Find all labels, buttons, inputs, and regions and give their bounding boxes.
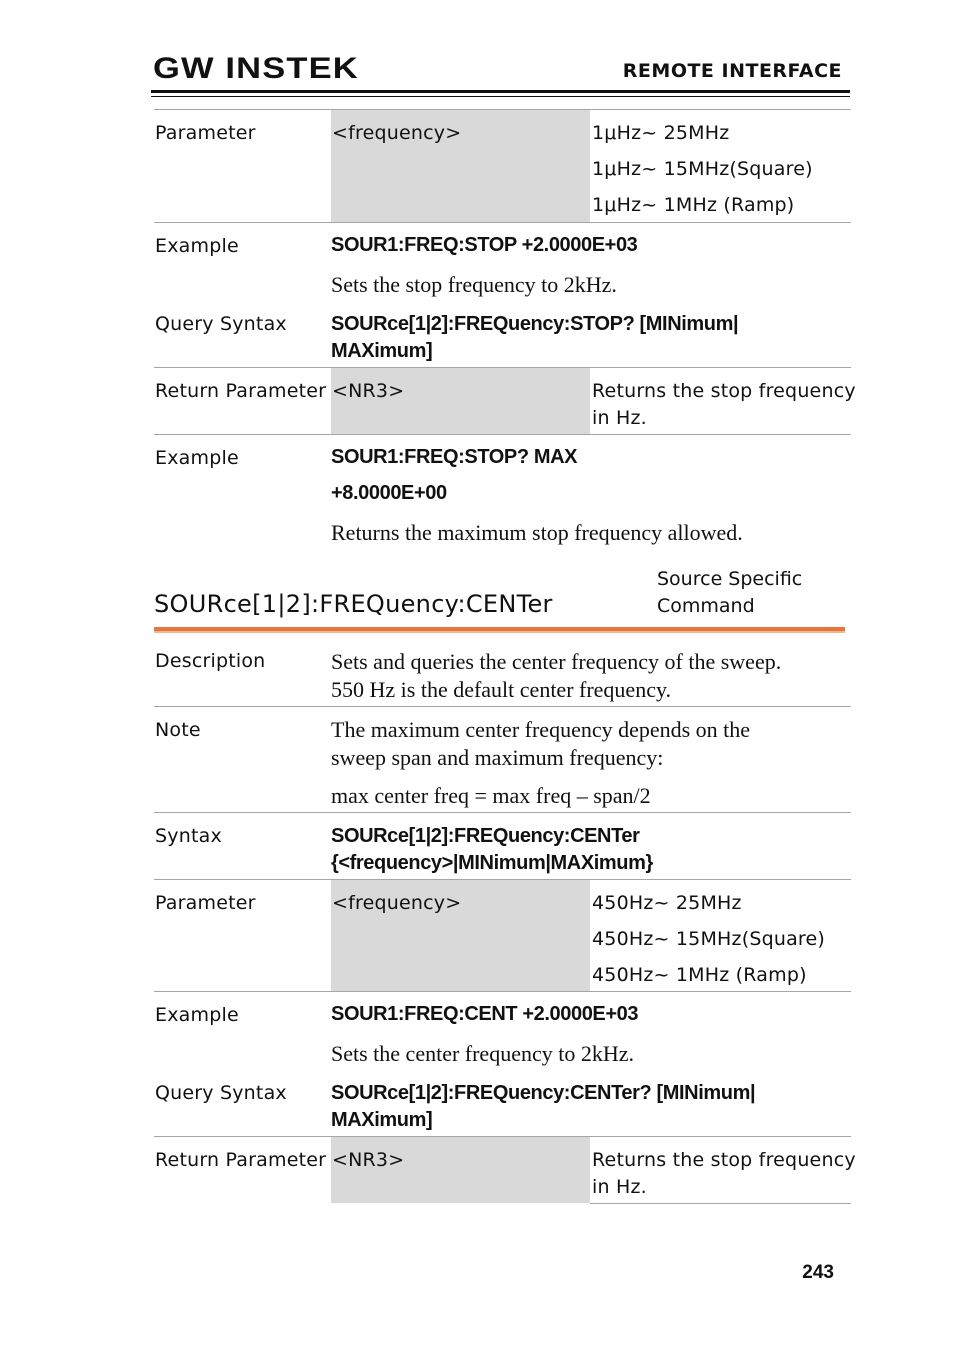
title-accent-shadow xyxy=(154,631,845,633)
parameter-name: <frequency> xyxy=(332,122,462,144)
command-type-line: Command xyxy=(657,595,755,617)
description-line: Sets and queries the center frequency of the sweep. xyxy=(331,649,782,674)
parameter-name: <frequency> xyxy=(332,892,462,914)
command-title: SOURce[1|2]:FREQuency:CENTer xyxy=(154,590,553,618)
section-header: REMOTE INTERFACE xyxy=(622,60,842,82)
note-formula: max center freq = max freq – span/2 xyxy=(331,783,651,808)
return-parameter-name: <NR3> xyxy=(332,1149,405,1171)
command-type-tag xyxy=(657,566,802,620)
note-line: The maximum center frequency depends on the xyxy=(331,717,751,742)
query-syntax-line: SOURce[1|2]:FREQuency:STOP? [MINimum| xyxy=(331,313,739,335)
example-label: Example xyxy=(155,447,239,469)
return-description-line: Returns the stop frequency xyxy=(592,1149,856,1171)
page-number: 243 xyxy=(802,1262,834,1283)
header-rule-thin xyxy=(151,96,850,97)
syntax-line: {<frequency>|MINimum|MAXimum} xyxy=(331,852,653,874)
return-description-line: in Hz. xyxy=(592,407,647,429)
example-description: Sets the stop frequency to 2kHz. xyxy=(331,272,617,297)
description-label: Description xyxy=(155,650,266,672)
table-rule xyxy=(590,1203,851,1204)
parameter-range: 450Hz~ 1MHz (Ramp) xyxy=(592,964,807,986)
note-line: sweep span and maximum frequency: xyxy=(331,745,664,770)
return-description-line: Returns the stop frequency xyxy=(592,380,856,402)
parameter-range: 450Hz~ 25MHz xyxy=(592,892,742,914)
return-parameter-label: Return Parameter xyxy=(155,1149,327,1171)
parameter-range: 1μHz~ 15MHz(Square) xyxy=(592,158,813,180)
parameter-range: 1μHz~ 1MHz (Ramp) xyxy=(592,194,795,216)
table-rule xyxy=(154,812,851,813)
description-line: 550 Hz is the default center frequency. xyxy=(331,677,672,702)
return-parameter-label: Return Parameter xyxy=(155,380,327,402)
table-rule xyxy=(154,991,851,992)
query-syntax-label: Query Syntax xyxy=(155,1082,287,1104)
parameter-range: 1μHz~ 25MHz xyxy=(592,122,730,144)
syntax-line: SOURce[1|2]:FREQuency:CENTer xyxy=(331,825,640,847)
brand-logo: GW INSTEK xyxy=(153,52,359,85)
parameter-label: Parameter xyxy=(155,892,256,914)
example-description: Returns the maximum stop frequency allowed. xyxy=(331,520,743,545)
table-rule xyxy=(154,434,851,435)
note-label: Note xyxy=(155,719,201,741)
command-type-line: Source Specific xyxy=(657,568,803,590)
header-rule-thick xyxy=(151,90,850,93)
query-syntax-label: Query Syntax xyxy=(155,313,287,335)
example-command: SOUR1:FREQ:STOP +2.0000E+03 xyxy=(331,234,638,256)
example-command: SOUR1:FREQ:CENT +2.0000E+03 xyxy=(331,1003,639,1025)
parameter-range: 450Hz~ 15MHz(Square) xyxy=(592,928,826,950)
query-syntax-line: MAXimum] xyxy=(331,1109,433,1131)
query-syntax-line: SOURce[1|2]:FREQuency:CENTer? [MINimum| xyxy=(331,1082,756,1104)
query-syntax-line: MAXimum] xyxy=(331,340,433,362)
example-description: Sets the center frequency to 2kHz. xyxy=(331,1041,634,1066)
return-parameter-name: <NR3> xyxy=(332,380,405,402)
example-label: Example xyxy=(155,1004,239,1026)
syntax-label: Syntax xyxy=(155,825,222,847)
table-rule xyxy=(154,222,851,223)
example-response: +8.0000E+00 xyxy=(331,482,447,504)
parameter-label: Parameter xyxy=(155,122,256,144)
example-command: SOUR1:FREQ:STOP? MAX xyxy=(331,446,578,468)
example-label: Example xyxy=(155,235,239,257)
return-description-line: in Hz. xyxy=(592,1176,647,1198)
table-rule xyxy=(154,706,851,707)
